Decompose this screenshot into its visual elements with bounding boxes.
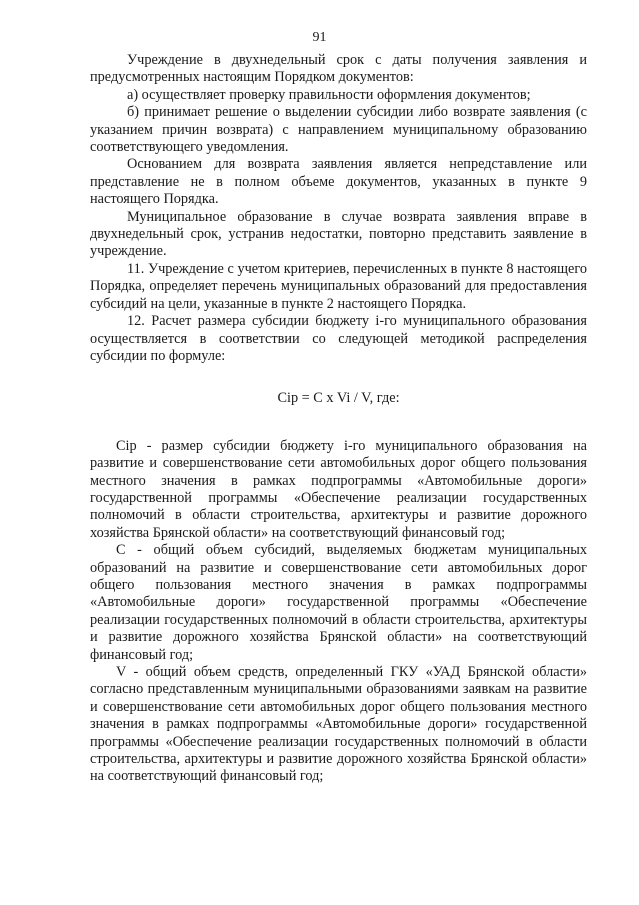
- page-number: 91: [312, 30, 327, 45]
- clause-12: 12. Расчет размера субсидии бюджету i-го муниципального образования осуществляется в соответствии со следующей методикой распределения субсидии по формуле:: [90, 313, 587, 364]
- document-body: [90, 52, 587, 786]
- paragraph-institution-deadline: Учреждение в двухнедельный срок с даты получения заявления и предусмотренных настоящим Порядком документов:: [90, 52, 587, 86]
- clause-11: 11. Учреждение с учетом критериев, перечисленных в пункте 8 настоящего Порядка, определяет перечень муниципальных образований для предоставления субсидий на цели, указанные в пункте 2 настоящего Порядка.: [90, 260, 587, 312]
- paragraph-return-grounds: Основанием для возврата заявления является непредставление или представление не в полном объеме документов, указанных в пункте 9 настоящего Порядка.: [90, 156, 587, 208]
- subsidy-formula: Сiр = С x Vi / V, где:: [277, 390, 400, 407]
- definition-c: С - общий объем субсидий, выделяемых бюджетам муниципальных образований на развитие и совершенствование сети автомобильных дорог общего пользования местного значения в рамках подпрограммы «Автомобильные дороги» государственной программы «Обеспечение реализации государственных полномочий в области строительства, архитектуры и развитие дорожного хозяйства Брянской области» на соответствующий финансовый год;: [90, 542, 587, 663]
- list-item-b: б) принимает решение о выделении субсидии либо возврате заявления (с указанием причин возврата) с направлением муниципальному образованию соответствующего уведомления.: [90, 104, 587, 156]
- paragraph-resubmission: Муниципальное образование в случае возврата заявления вправе в двухнедельный срок, устранив недостатки, повторно представить заявление в учреждение.: [90, 208, 587, 260]
- definition-cip: Сiр - размер субсидии бюджету i-го муниципального образования на развитие и совершенствование сети автомобильных дорог общего пользования местного значения в рамках подпрограммы «Автомобильные дороги» государственной программы «Обеспечение реализации государственных полномочий в области строительства, архитектуры и развитие дорожного хозяйства Брянской области» на соответствующий финансовый год;: [90, 437, 587, 541]
- list-item-a: а) осуществляет проверку правильности оформления документов;: [127, 86, 531, 103]
- definition-v: V - общий объем средств, определенный ГКУ «УАД Брянской области» согласно представленным муниципальными образованиями заявкам на развитие и совершенствование сети автомобильных дорог общего пользования местного значения в рамках подпрограммы «Автомобильные дороги» государственной программы «Обеспечение реализации государственных полномочий в области строительства, архитектуры и развитие дорожного хозяйства Брянской области» на соответствующий финансовый год;: [90, 664, 587, 785]
